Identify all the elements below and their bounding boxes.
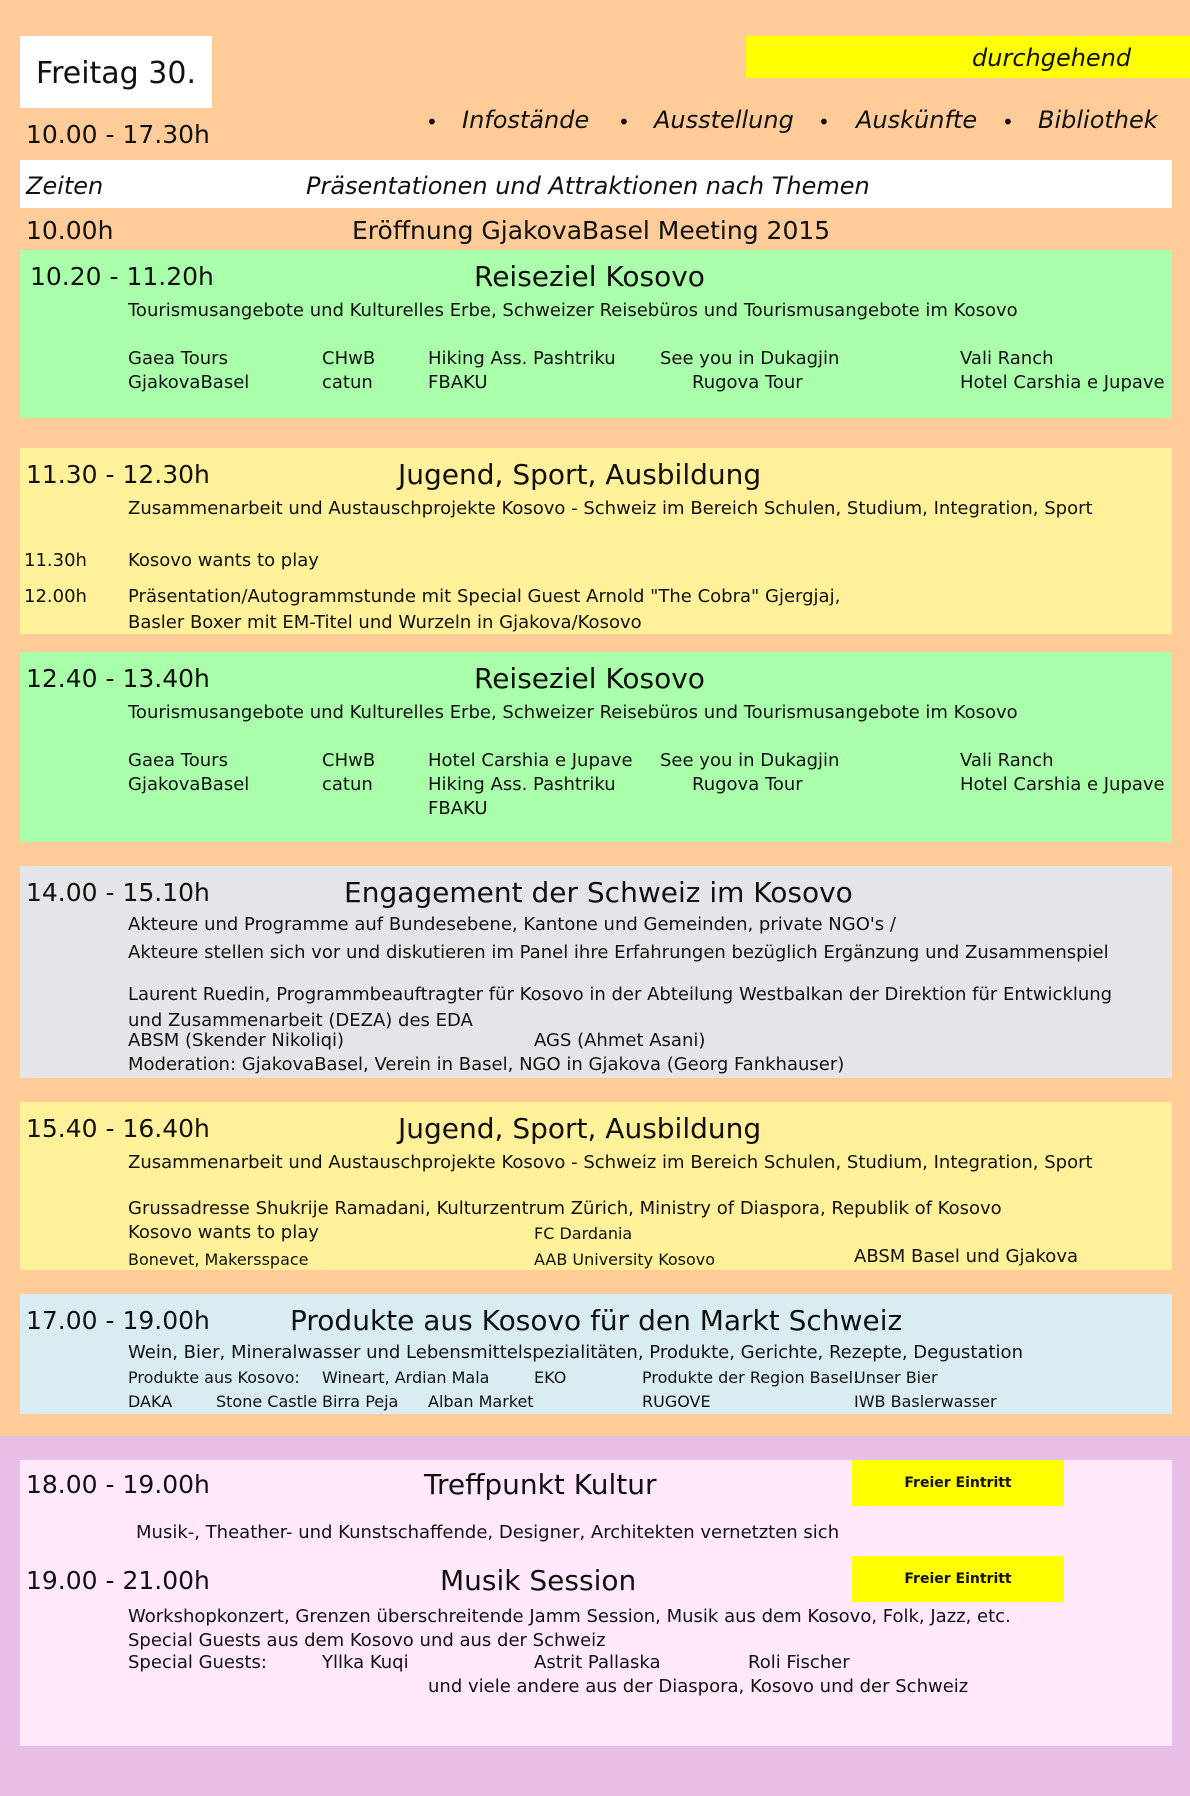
bullet-2: • [618, 110, 630, 134]
s6-pr: Produkte der Region Basel: [642, 1368, 859, 1387]
s2-e2a: Präsentation/Autogrammstunde mit Special Guest Arnold "The Cobra" Gjergjaj, [128, 586, 841, 607]
column-topics: Präsentationen und Attraktionen nach Themen [306, 172, 870, 200]
s2-t1: 11.30h [24, 550, 87, 571]
s6-title: Produkte aus Kosovo für den Markt Schweiz [290, 1304, 903, 1337]
s7-time: 18.00 - 19.00h [26, 1470, 210, 1499]
s6-wine: Wineart, Ardian Mala [322, 1368, 490, 1387]
s8-time: 19.00 - 21.00h [26, 1566, 210, 1595]
s1-r2-c4: Rugova Tour [692, 372, 803, 393]
s1-r1-c4: See you in Dukagjin [660, 348, 840, 369]
s5-bonevet: Bonevet, Makersspace [128, 1250, 309, 1269]
s3-r2-c1: GjakovaBasel [128, 774, 250, 795]
s8-title: Musik Session [440, 1564, 637, 1597]
s1-r1-c2: CHwB [322, 348, 376, 369]
s8-g2: Astrit Pallaska [534, 1652, 661, 1673]
s3-r1-c1: Gaea Tours [128, 750, 228, 771]
stand-bibliothek: Bibliothek [1038, 106, 1158, 134]
s1-r1-c5: Vali Ranch [960, 348, 1054, 369]
s6-am: Alban Market [428, 1392, 534, 1411]
stand-auskuenfte: Auskünfte [856, 106, 978, 134]
s4-ags: AGS (Ahmet Asani) [534, 1030, 706, 1051]
s8-g3: Roli Fischer [748, 1652, 850, 1673]
s1-title: Reiseziel Kosovo [474, 260, 705, 293]
s8-g1: Yllka Kuqi [322, 1652, 409, 1673]
bullet-3: • [818, 110, 830, 134]
s6-ub: Unser Bier [854, 1368, 938, 1387]
s6-bp: Birra Peja [322, 1392, 399, 1411]
s3-time: 12.40 - 13.40h [26, 664, 210, 693]
s6-pk: Produkte aus Kosovo: [128, 1368, 300, 1387]
s8-sg: Special Guests: [128, 1652, 267, 1673]
s2-title: Jugend, Sport, Ausbildung [398, 458, 762, 491]
s8-d2: Special Guests aus dem Kosovo und aus der Schweiz [128, 1630, 606, 1651]
s3-r2-c5: Hotel Carshia e Jupave [960, 774, 1165, 795]
s3-r1-c2: CHwB [322, 750, 376, 771]
s3-r2-c2: catun [322, 774, 373, 795]
s1-r2-c1: GjakovaBasel [128, 372, 250, 393]
s6-daka: DAKA [128, 1392, 173, 1411]
column-times: Zeiten [26, 172, 104, 200]
opening-title: Eröffnung GjakovaBasel Meeting 2015 [352, 216, 831, 245]
s8-d1: Workshopkonzert, Grenzen überschreitende Jamm Session, Musik aus dem Kosovo, Folk, Jazz, etc. [128, 1606, 1011, 1627]
stand-infostaende: Infostände [462, 106, 590, 134]
bullet-1: • [426, 110, 438, 134]
s2-t2: 12.00h [24, 586, 87, 607]
s7-title: Treffpunkt Kultur [424, 1468, 657, 1501]
s5-desc: Zusammenarbeit und Austauschprojekte Kosovo - Schweiz im Bereich Schulen, Studium, Integration, Sport [128, 1152, 1093, 1173]
day-label: Freitag 30. [36, 56, 196, 91]
s2-desc: Zusammenarbeit und Austauschprojekte Kosovo - Schweiz im Bereich Schulen, Studium, Integration, Sport [128, 498, 1093, 519]
s3-title: Reiseziel Kosovo [474, 662, 705, 695]
s5-title: Jugend, Sport, Ausbildung [398, 1112, 762, 1145]
s5-absm: ABSM Basel und Gjakova [854, 1246, 1078, 1267]
s7-desc: Musik-, Theather- und Kunstschaffende, Designer, Architekten vernetzten sich [136, 1522, 840, 1543]
s1-r1-c3: Hiking Ass. Pashtriku [428, 348, 616, 369]
s5-gruss: Grussadresse Shukrije Ramadani, Kulturzentrum Zürich, Ministry of Diaspora, Republik of Kosovo [128, 1198, 1002, 1219]
s4-l1: Laurent Ruedin, Programmbeauftragter für Kosovo in der Abteilung Westbalkan der Direktion für Entwicklung [128, 984, 1113, 1005]
s3-r1-c5: Vali Ranch [960, 750, 1054, 771]
bullet-4: • [1002, 110, 1014, 134]
s4-l2: und Zusammenarbeit (DEZA) des EDA [128, 1010, 473, 1031]
s7-badge: Freier Eintritt [852, 1460, 1064, 1506]
s4-d2: Akteure stellen sich vor und diskutieren im Panel ihre Erfahrungen bezüglich Ergänzung und Zusammenspiel [128, 942, 1109, 963]
s1-desc: Tourismusangebote und Kulturelles Erbe, Schweizer Reisebüros und Tourismusangebote im Kosovo [128, 300, 1018, 321]
s2-e1: Kosovo wants to play [128, 550, 319, 571]
opening-hours: 10.00 - 17.30h [26, 120, 210, 149]
s4-mod: Moderation: GjakovaBasel, Verein in Basel, NGO in Gjakova (Georg Fankhauser) [128, 1054, 845, 1075]
s5-aab: AAB University Kosovo [534, 1250, 716, 1269]
stand-ausstellung: Ausstellung [654, 106, 794, 134]
s1-r1-c1: Gaea Tours [128, 348, 228, 369]
s3-r3: FBAKU [428, 798, 488, 819]
s8-badge: Freier Eintritt [852, 1556, 1064, 1602]
s6-eko: EKO [534, 1368, 567, 1387]
s3-r2-c3: Hiking Ass. Pashtriku [428, 774, 616, 795]
s8-d3: und viele andere aus der Diaspora, Kosovo und der Schweiz [428, 1676, 969, 1697]
s3-desc: Tourismusangebote und Kulturelles Erbe, Schweizer Reisebüros und Tourismusangebote im Kosovo [128, 702, 1018, 723]
s3-r1-c3: Hotel Carshia e Jupave [428, 750, 633, 771]
s6-iwb: IWB Baslerwasser [854, 1392, 997, 1411]
s3-r2-c4: Rugova Tour [692, 774, 803, 795]
s4-title: Engagement der Schweiz im Kosovo [344, 876, 853, 909]
durchgehend-label: durchgehend [972, 44, 1132, 72]
s5-fc: FC Dardania [534, 1224, 633, 1243]
s6-time: 17.00 - 19.00h [26, 1306, 210, 1335]
opening-time: 10.00h [26, 216, 114, 245]
s2-time: 11.30 - 12.30h [26, 460, 210, 489]
s4-d1: Akteure und Programme auf Bundesebene, Kantone und Gemeinden, private NGO's / [128, 914, 896, 935]
s2-e2b: Basler Boxer mit EM-Titel und Wurzeln in Gjakova/Kosovo [128, 612, 642, 633]
s5-time: 15.40 - 16.40h [26, 1114, 210, 1143]
s1-r2-c3: FBAKU [428, 372, 488, 393]
s1-r2-c5: Hotel Carshia e Jupave [960, 372, 1165, 393]
s6-desc: Wein, Bier, Mineralwasser und Lebensmittelspezialitäten, Produkte, Gerichte, Rezepte, Degustation [128, 1342, 1023, 1363]
s6-sc: Stone Castle [216, 1392, 318, 1411]
s5-kw: Kosovo wants to play [128, 1222, 319, 1243]
s4-time: 14.00 - 15.10h [26, 878, 210, 907]
s4-absm: ABSM (Skender Nikoliqi) [128, 1030, 345, 1051]
s3-r1-c4: See you in Dukagjin [660, 750, 840, 771]
s1-time: 10.20 - 11.20h [30, 262, 214, 291]
s1-r2-c2: catun [322, 372, 373, 393]
s6-rug: RUGOVE [642, 1392, 711, 1411]
